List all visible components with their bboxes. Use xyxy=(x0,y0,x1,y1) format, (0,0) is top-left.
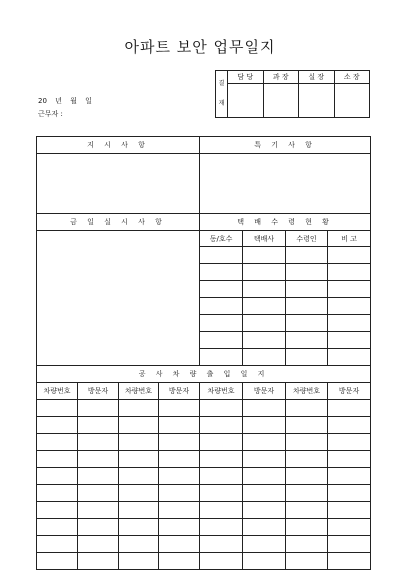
delivery-col-recipient: 수령인 xyxy=(286,231,328,247)
vehicle-cell[interactable] xyxy=(78,417,119,434)
vehicle-cell[interactable] xyxy=(286,451,328,468)
vehicle-cell[interactable] xyxy=(37,485,78,502)
vehicle-cell[interactable] xyxy=(328,434,371,451)
special-notes-header: 특 기 사 항 xyxy=(200,137,371,154)
delivery-cell[interactable] xyxy=(243,349,286,366)
vehicle-cell[interactable] xyxy=(200,468,243,485)
vehicle-cell[interactable] xyxy=(328,536,371,553)
vehicle-cell[interactable] xyxy=(200,519,243,536)
vehicle-cell[interactable] xyxy=(286,417,328,434)
vehicle-cell[interactable] xyxy=(119,519,159,536)
vehicle-cell[interactable] xyxy=(286,468,328,485)
delivery-cell[interactable] xyxy=(328,298,371,315)
delivery-cell[interactable] xyxy=(286,264,328,281)
vehicle-cell[interactable] xyxy=(328,519,371,536)
delivery-cell[interactable] xyxy=(328,349,371,366)
delivery-header: 택 배 수 령 현 황 xyxy=(200,214,371,231)
delivery-col-unit: 동/호수 xyxy=(200,231,243,247)
vehicle-cell[interactable] xyxy=(159,536,200,553)
vehicle-cell[interactable] xyxy=(37,434,78,451)
vehicle-cell[interactable] xyxy=(328,417,371,434)
vehicle-cell[interactable] xyxy=(159,468,200,485)
vehicle-cell[interactable] xyxy=(243,400,286,417)
delivery-col-remarks: 비 고 xyxy=(328,231,371,247)
delivery-cell[interactable] xyxy=(286,349,328,366)
vehicle-cell[interactable] xyxy=(78,468,119,485)
instructions-header: 지 시 사 항 xyxy=(37,137,200,154)
vehicle-cell[interactable] xyxy=(200,553,243,570)
vehicle-cell[interactable] xyxy=(159,553,200,570)
vehicle-cell[interactable] xyxy=(119,468,159,485)
vehicle-cell[interactable] xyxy=(37,451,78,468)
log-table xyxy=(36,136,371,570)
delivery-cell[interactable] xyxy=(200,332,243,349)
approval-col-1: 담 당 xyxy=(228,71,264,84)
vehicle-cell[interactable] xyxy=(37,536,78,553)
page-title: 아파트 보안 업무일지 xyxy=(124,38,276,56)
delivery-cell[interactable] xyxy=(200,264,243,281)
delivery-cell[interactable] xyxy=(243,247,286,264)
vehicle-cell[interactable] xyxy=(200,485,243,502)
vehicle-cell[interactable] xyxy=(78,536,119,553)
delivery-cell[interactable] xyxy=(286,247,328,264)
vehicle-cell[interactable] xyxy=(243,502,286,519)
delivery-cell[interactable] xyxy=(328,332,371,349)
delivery-cell[interactable] xyxy=(286,332,328,349)
delivery-cell[interactable] xyxy=(286,298,328,315)
vehicle-cell[interactable] xyxy=(286,519,328,536)
delivery-cell[interactable] xyxy=(328,315,371,332)
vehicle-col-visitor: 방문자 xyxy=(159,383,200,400)
signature-cell[interactable] xyxy=(299,84,335,118)
delivery-cell[interactable] xyxy=(328,281,371,298)
vehicle-cell[interactable] xyxy=(328,485,371,502)
worker-label: 근무자 : xyxy=(38,110,63,118)
vehicle-col-visitor: 방문자 xyxy=(328,383,371,400)
delivery-cell[interactable] xyxy=(243,298,286,315)
approval-label-top: 결 xyxy=(218,80,225,87)
vehicle-cell[interactable] xyxy=(37,417,78,434)
vehicle-cell[interactable] xyxy=(243,536,286,553)
approval-table xyxy=(215,70,370,118)
instructions-area[interactable] xyxy=(37,154,200,214)
delivery-cell[interactable] xyxy=(243,281,286,298)
date-line: 20 년 월 일 xyxy=(38,97,92,105)
vehicle-cell[interactable] xyxy=(286,485,328,502)
vehicle-cell[interactable] xyxy=(328,468,371,485)
vehicle-cell[interactable] xyxy=(37,519,78,536)
vehicle-cell[interactable] xyxy=(286,502,328,519)
approval-label-bottom: 재 xyxy=(218,100,225,107)
delivery-cell[interactable] xyxy=(243,264,286,281)
vehicle-cell[interactable] xyxy=(78,502,119,519)
vehicle-cell[interactable] xyxy=(243,451,286,468)
vehicle-cell[interactable] xyxy=(159,434,200,451)
vehicle-cell[interactable] xyxy=(159,502,200,519)
approval-label xyxy=(216,71,228,118)
vehicle-cell[interactable] xyxy=(328,502,371,519)
vehicle-col-plate: 차량번호 xyxy=(119,383,159,400)
vehicle-cell[interactable] xyxy=(243,434,286,451)
delivery-col-courier: 택배사 xyxy=(243,231,286,247)
vehicle-cell[interactable] xyxy=(159,400,200,417)
delivery-cell[interactable] xyxy=(200,349,243,366)
vehicle-cell[interactable] xyxy=(243,485,286,502)
delivery-cell[interactable] xyxy=(200,315,243,332)
vehicle-cell[interactable] xyxy=(78,451,119,468)
vehicle-cell[interactable] xyxy=(78,485,119,502)
signature-cell[interactable] xyxy=(334,84,370,118)
vehicle-cell[interactable] xyxy=(200,451,243,468)
vehicle-cell[interactable] xyxy=(119,434,159,451)
vehicle-cell[interactable] xyxy=(37,400,78,417)
daily-tasks-header: 금 일 실 시 사 항 xyxy=(37,214,200,231)
vehicle-cell[interactable] xyxy=(119,536,159,553)
delivery-cell[interactable] xyxy=(286,315,328,332)
vehicle-cell[interactable] xyxy=(119,417,159,434)
vehicle-cell[interactable] xyxy=(328,451,371,468)
delivery-cell[interactable] xyxy=(328,264,371,281)
vehicle-cell[interactable] xyxy=(286,400,328,417)
vehicle-cell[interactable] xyxy=(243,468,286,485)
vehicle-cell[interactable] xyxy=(243,519,286,536)
approval-col-3: 실 장 xyxy=(299,71,335,84)
delivery-cell[interactable] xyxy=(243,332,286,349)
vehicle-cell[interactable] xyxy=(200,536,243,553)
vehicle-cell[interactable] xyxy=(37,468,78,485)
vehicle-cell[interactable] xyxy=(37,502,78,519)
vehicle-cell[interactable] xyxy=(286,553,328,570)
vehicle-cell[interactable] xyxy=(159,451,200,468)
vehicle-cell[interactable] xyxy=(119,400,159,417)
vehicle-cell[interactable] xyxy=(286,536,328,553)
vehicle-cell[interactable] xyxy=(159,485,200,502)
approval-col-4: 소 장 xyxy=(334,71,370,84)
vehicle-cell[interactable] xyxy=(37,553,78,570)
delivery-cell[interactable] xyxy=(200,298,243,315)
vehicle-cell[interactable] xyxy=(78,553,119,570)
vehicle-cell[interactable] xyxy=(78,400,119,417)
vehicle-col-visitor: 방문자 xyxy=(243,383,286,400)
vehicle-cell[interactable] xyxy=(200,400,243,417)
signature-cell[interactable] xyxy=(228,84,264,118)
vehicle-cell[interactable] xyxy=(200,417,243,434)
approval-col-2: 과 장 xyxy=(263,71,299,84)
vehicle-cell[interactable] xyxy=(119,451,159,468)
vehicle-cell[interactable] xyxy=(328,400,371,417)
delivery-cell[interactable] xyxy=(200,247,243,264)
delivery-cell[interactable] xyxy=(328,247,371,264)
signature-cell[interactable] xyxy=(263,84,299,118)
vehicle-cell[interactable] xyxy=(200,502,243,519)
vehicle-cell[interactable] xyxy=(159,417,200,434)
delivery-cell[interactable] xyxy=(243,315,286,332)
vehicle-col-plate: 차량번호 xyxy=(37,383,78,400)
delivery-cell[interactable] xyxy=(286,281,328,298)
delivery-cell[interactable] xyxy=(200,281,243,298)
vehicle-cell[interactable] xyxy=(119,553,159,570)
vehicle-cell[interactable] xyxy=(243,553,286,570)
special-notes-area[interactable] xyxy=(200,154,371,214)
vehicle-cell[interactable] xyxy=(78,519,119,536)
vehicle-cell[interactable] xyxy=(159,519,200,536)
vehicle-cell[interactable] xyxy=(119,502,159,519)
vehicle-cell[interactable] xyxy=(328,553,371,570)
vehicle-cell[interactable] xyxy=(200,434,243,451)
vehicle-col-plate: 차량번호 xyxy=(200,383,243,400)
vehicle-cell[interactable] xyxy=(119,485,159,502)
vehicle-cell[interactable] xyxy=(78,434,119,451)
vehicle-col-plate: 차량번호 xyxy=(286,383,328,400)
vehicle-col-visitor: 방문자 xyxy=(78,383,119,400)
vehicle-cell[interactable] xyxy=(286,434,328,451)
vehicle-cell[interactable] xyxy=(243,417,286,434)
daily-tasks-area[interactable] xyxy=(37,231,200,366)
vehicle-log-header: 공 사 차 량 출 입 일 지 xyxy=(37,366,371,383)
